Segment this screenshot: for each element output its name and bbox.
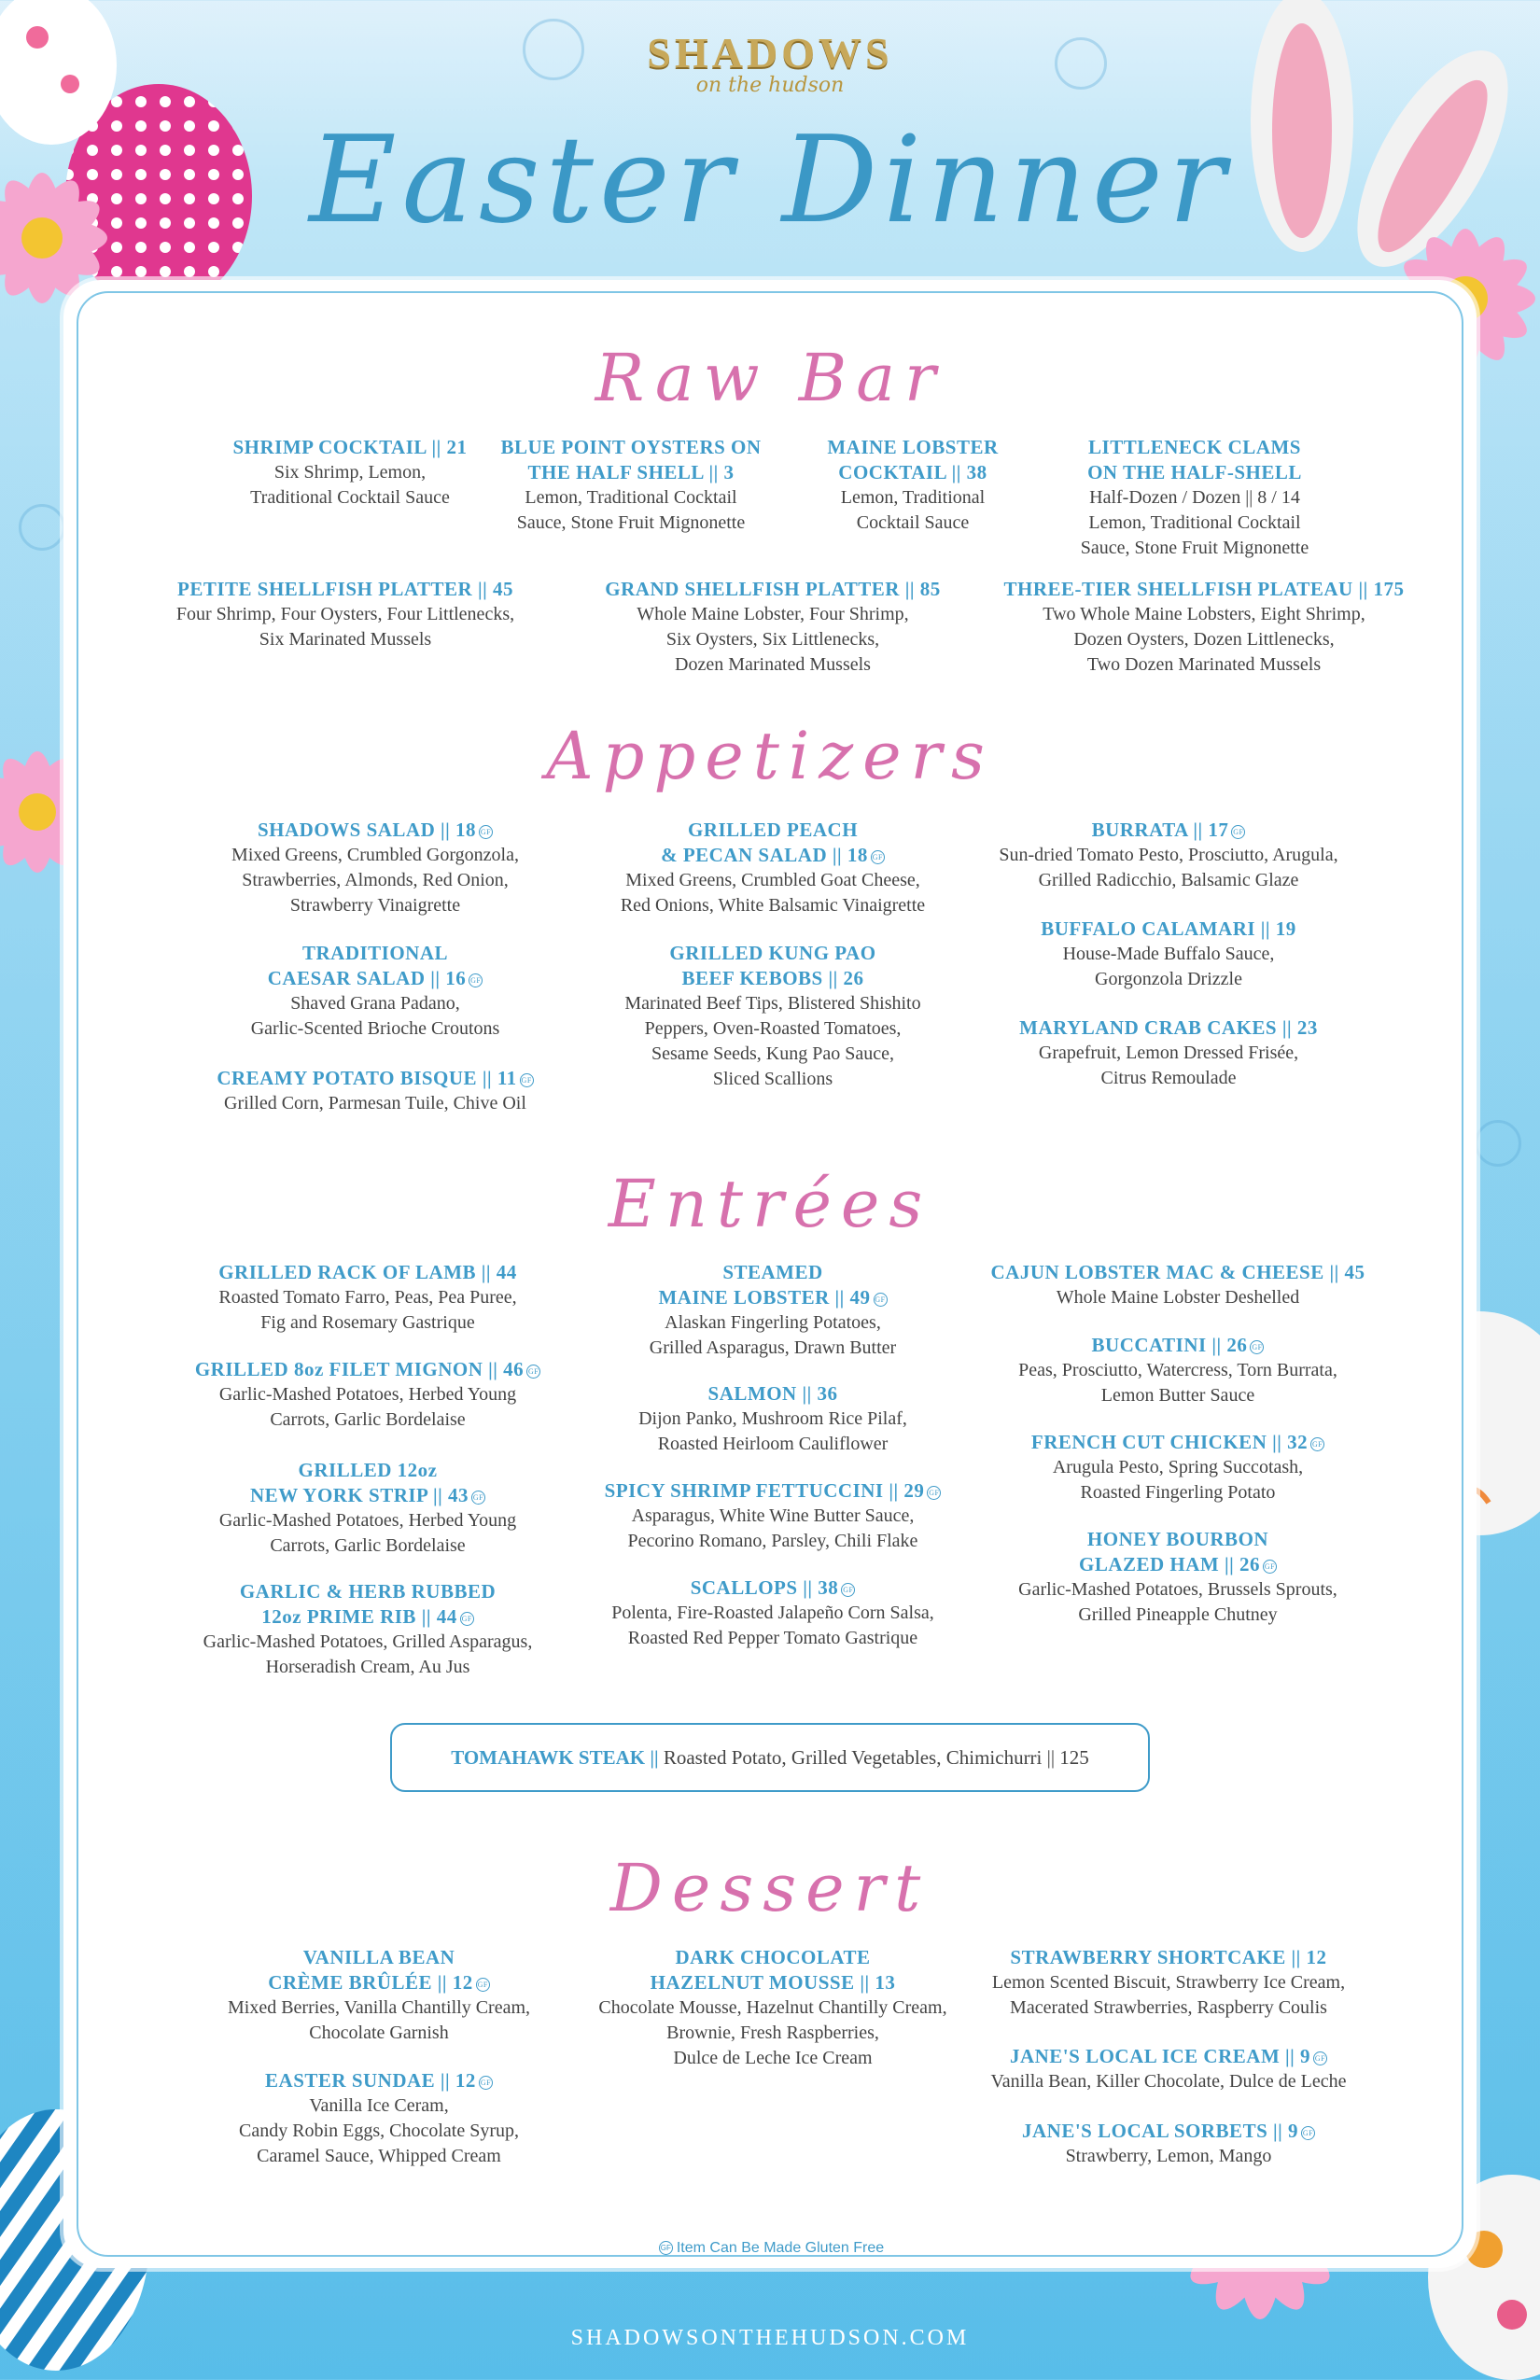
menu-item-description: Dijon Panko, Mushroom Rice Pilaf, bbox=[638, 1408, 907, 1429]
menu-item-name: LITTLENECK CLAMS bbox=[1088, 436, 1301, 458]
menu-item-name: SHADOWS SALAD || 18 GF bbox=[257, 819, 492, 841]
section-title-raw-bar: Raw Bar bbox=[595, 340, 945, 416]
menu-item-description: Strawberry, Lemon, Mango bbox=[1065, 2146, 1272, 2166]
menu-item-description: Garlic-Mashed Potatoes, Brussels Sprouts, bbox=[1018, 1579, 1337, 1600]
gluten-free-icon: GF bbox=[1231, 825, 1245, 839]
menu-item-description: Lemon, Traditional Cocktail bbox=[1088, 512, 1301, 533]
menu-item-dessert bbox=[935, 2119, 1402, 2169]
menu-item-name: TRADITIONAL bbox=[301, 942, 449, 964]
menu-item-description: Mixed Greens, Crumbled Goat Cheese, bbox=[625, 870, 920, 890]
menu-item-name: HONEY BOURBON bbox=[1086, 1528, 1269, 1550]
menu-item-description: Horseradish Cream, Au Jus bbox=[265, 1657, 470, 1677]
menu-item-name: GRILLED RACK OF LAMB || 44 bbox=[218, 1261, 517, 1283]
menu-item-entrees bbox=[134, 1357, 601, 1433]
menu-item-description: Sauce, Stone Fruit Mignonette bbox=[1080, 538, 1309, 558]
section-title-dessert: Dessert bbox=[609, 1850, 931, 1926]
gluten-free-icon: GF bbox=[841, 1583, 855, 1597]
menu-item-entrees bbox=[945, 1260, 1411, 1310]
menu-item-entrees bbox=[134, 1579, 601, 1680]
menu-item-description: Roasted Heirloom Cauliflower bbox=[657, 1434, 889, 1454]
menu-item-description: Six Marinated Mussels bbox=[259, 629, 432, 650]
gluten-free-icon: GF bbox=[1250, 1340, 1264, 1354]
menu-item-description: Gorgonzola Drizzle bbox=[1095, 969, 1242, 989]
menu-item-name: BUFFALO CALAMARI || 19 bbox=[1041, 917, 1296, 940]
website-footer[interactable]: SHADOWSONTHEHUDSON.COM bbox=[570, 2326, 970, 2350]
menu-item-description: Peppers, Oven-Roasted Tomatoes, bbox=[644, 1018, 902, 1039]
gluten-free-icon: GF bbox=[871, 850, 885, 864]
menu-item-entrees bbox=[945, 1527, 1411, 1628]
menu-item-description: Mixed Berries, Vanilla Chantilly Cream, bbox=[227, 1997, 530, 2018]
menu-item-description: Vanilla Bean, Killer Chocolate, Dulce de Leche bbox=[990, 2071, 1347, 2092]
menu-item-appetizers bbox=[142, 818, 609, 918]
menu-item-description: Lemon, Traditional bbox=[840, 487, 986, 508]
menu-item-description: Alaskan Fingerling Potatoes, bbox=[665, 1312, 881, 1333]
menu-item-description: Two Dozen Marinated Mussels bbox=[1086, 654, 1322, 675]
menu-item-description: Citrus Remoulade bbox=[1100, 1068, 1237, 1088]
gluten-free-icon: GF bbox=[471, 1491, 485, 1505]
menu-item-description: Shaved Grana Padano, bbox=[290, 993, 460, 1014]
menu-item-description: Candy Robin Eggs, Chocolate Syrup, bbox=[239, 2121, 519, 2141]
menu-item-description: Marinated Beef Tips, Blistered Shishito bbox=[624, 993, 921, 1014]
gluten-free-icon: GF bbox=[526, 1365, 540, 1379]
menu-item-description: Half-Dozen / Dozen || 8 / 14 bbox=[1089, 487, 1300, 508]
gluten-free-icon: GF bbox=[1310, 1437, 1324, 1451]
menu-item-dessert bbox=[146, 2068, 612, 2169]
restaurant-logo bbox=[0, 28, 1540, 97]
menu-item-description: Sauce, Stone Fruit Mignonette bbox=[516, 512, 746, 533]
menu-item-description: Grilled Asparagus, Drawn Butter bbox=[649, 1337, 897, 1358]
section-title-entrees: Entrées bbox=[608, 1166, 932, 1242]
menu-item-name: JANE'S LOCAL ICE CREAM || 9 GF bbox=[1009, 2045, 1326, 2067]
menu-item-description: Dulce de Leche Ice Cream bbox=[673, 2048, 873, 2068]
menu-item-name: STEAMED bbox=[722, 1261, 823, 1283]
featured-item-description: Roasted Potato, Grilled Vegetables, Chimichurri || 125 bbox=[658, 1746, 1089, 1769]
menu-item-appetizers bbox=[935, 917, 1402, 992]
gluten-free-icon: GF bbox=[469, 973, 483, 987]
menu-item-description: Caramel Sauce, Whipped Cream bbox=[257, 2146, 501, 2166]
menu-item-name: SALMON || 36 bbox=[707, 1382, 838, 1405]
menu-item-name: GRILLED 12oz bbox=[298, 1459, 438, 1481]
menu-item-description: Garlic-Mashed Potatoes, Herbed Young bbox=[218, 1384, 517, 1405]
swirl-decoration bbox=[1475, 1120, 1521, 1167]
logo-subtitle: on the hudson bbox=[695, 74, 845, 97]
menu-item-description: Asparagus, White Wine Butter Sauce, bbox=[631, 1505, 915, 1526]
menu-item-description: Lemon Butter Sauce bbox=[1100, 1385, 1255, 1406]
menu-item-name: GRILLED PEACH bbox=[687, 819, 859, 841]
menu-item-entrees bbox=[134, 1260, 601, 1336]
menu-item-entrees bbox=[539, 1478, 1006, 1554]
menu-item-name: SPICY SHRIMP FETTUCCINI || 29 GF bbox=[604, 1479, 940, 1502]
menu-item-name: SCALLOPS || 38 GF bbox=[690, 1576, 854, 1599]
menu-item-name: BUCCATINI || 26 GF bbox=[1091, 1334, 1263, 1356]
menu-item-description: Roasted Red Pepper Tomato Gastrique bbox=[627, 1628, 918, 1648]
logo-name: SHADOWS bbox=[647, 29, 893, 77]
menu-item-description: Garlic-Mashed Potatoes, Grilled Asparagus, bbox=[203, 1631, 533, 1652]
menu-item-name: DARK CHOCOLATE bbox=[675, 1946, 871, 1968]
menu-item-description: Six Shrimp, Lemon, bbox=[273, 462, 427, 483]
menu-item-name: EASTER SUNDAE || 12 GF bbox=[265, 2069, 492, 2092]
menu-item-description: Lemon Scented Biscuit, Strawberry Ice Cream, bbox=[991, 1972, 1346, 1993]
menu-item-description: Lemon, Traditional Cocktail bbox=[525, 487, 737, 508]
menu-item-description: Dozen Marinated Mussels bbox=[675, 654, 871, 675]
menu-item-description: Vanilla Ice Ceram, bbox=[309, 2095, 449, 2116]
menu-item-description: Cocktail Sauce bbox=[856, 512, 970, 533]
menu-item-description: Red Onions, White Balsamic Vinaigrette bbox=[620, 895, 926, 916]
menu-item-name: GRILLED 8oz FILET MIGNON || 46 GF bbox=[194, 1358, 539, 1380]
menu-item-name: STRAWBERRY SHORTCAKE || 12 bbox=[1010, 1946, 1327, 1968]
menu-item-description: Grapefruit, Lemon Dressed Frisée, bbox=[1038, 1043, 1299, 1063]
section-title-appetizers: Appetizers bbox=[546, 718, 994, 794]
menu-item-raw-bar bbox=[539, 577, 1006, 678]
menu-item-appetizers bbox=[935, 1015, 1402, 1091]
menu-item-name: VANILLA BEAN bbox=[302, 1946, 455, 1968]
menu-item-dessert bbox=[935, 2044, 1402, 2094]
menu-item-description: Brownie, Fresh Raspberries, bbox=[666, 2023, 879, 2043]
menu-item-name: CAJUN LOBSTER MAC & CHEESE || 45 bbox=[990, 1261, 1365, 1283]
menu-item-description: Dozen Oysters, Dozen Littlenecks, bbox=[1073, 629, 1335, 650]
menu-item-description: Strawberries, Almonds, Red Onion, bbox=[242, 870, 509, 890]
menu-item-name: GRILLED KUNG PAO bbox=[669, 942, 876, 964]
menu-item-description: Fig and Rosemary Gastrique bbox=[260, 1312, 475, 1333]
menu-item-description: Peas, Prosciutto, Watercress, Torn Burrata, bbox=[1018, 1360, 1337, 1380]
menu-item-name: GARLIC & HERB RUBBED bbox=[239, 1580, 497, 1603]
featured-item-name: TOMAHAWK STEAK || bbox=[451, 1746, 659, 1769]
gluten-free-note-text: Item Can Be Made Gluten Free bbox=[676, 2240, 885, 2256]
menu-item-description: Six Oysters, Six Littlenecks, bbox=[665, 629, 880, 650]
gluten-free-icon: GF bbox=[479, 2076, 493, 2090]
menu-item-name: JANE'S LOCAL SORBETS || 9 GF bbox=[1022, 2120, 1314, 2142]
menu-item-entrees bbox=[945, 1430, 1411, 1505]
menu-item-description: Traditional Cocktail Sauce bbox=[250, 487, 450, 508]
menu-item-description: Garlic-Mashed Potatoes, Herbed Young bbox=[218, 1510, 517, 1531]
menu-item-raw-bar bbox=[971, 577, 1437, 678]
gluten-free-icon: GF bbox=[1263, 1560, 1277, 1574]
menu-item-description: Strawberry Vinaigrette bbox=[289, 895, 461, 916]
menu-item-name: MARYLAND CRAB CAKES || 23 bbox=[1019, 1016, 1318, 1039]
menu-item-description: Sliced Scallions bbox=[712, 1069, 833, 1089]
gluten-free-icon: GF bbox=[479, 825, 493, 839]
menu-item-name: FRENCH CUT CHICKEN || 32 GF bbox=[1030, 1431, 1323, 1453]
gluten-free-icon: GF bbox=[1313, 2051, 1327, 2065]
swirl-decoration bbox=[19, 504, 65, 551]
menu-item-name: COCKTAIL || 38 bbox=[838, 461, 987, 483]
menu-item-description: Polenta, Fire-Roasted Jalapeño Corn Salsa, bbox=[611, 1603, 934, 1623]
featured-item-box bbox=[390, 1723, 1150, 1792]
menu-item-description: Two Whole Maine Lobsters, Eight Shrimp, bbox=[1043, 604, 1365, 624]
menu-item-name: CRÈME BRÛLÉE || 12 GF bbox=[268, 1971, 488, 1994]
menu-item-name: ON THE HALF-SHELL bbox=[1087, 461, 1302, 483]
menu-item-description: Grilled Pineapple Chutney bbox=[1078, 1604, 1278, 1625]
menu-item-description: Carrots, Garlic Bordelaise bbox=[270, 1535, 466, 1556]
menu-item-entrees bbox=[134, 1458, 601, 1559]
gluten-free-icon: GF bbox=[874, 1293, 888, 1307]
menu-item-description: Chocolate Garnish bbox=[309, 2023, 449, 2043]
menu-item-name: CREAMY POTATO BISQUE || 11 GF bbox=[217, 1067, 532, 1089]
menu-item-description: Grilled Corn, Parmesan Tuile, Chive Oil bbox=[224, 1093, 526, 1113]
menu-item-description: Grilled Radicchio, Balsamic Glaze bbox=[1038, 870, 1299, 890]
menu-item-description: House-Made Buffalo Sauce, bbox=[1062, 944, 1275, 964]
menu-item-description: Garlic-Scented Brioche Croutons bbox=[250, 1018, 500, 1039]
menu-item-description: Chocolate Mousse, Hazelnut Chantilly Cream, bbox=[598, 1997, 947, 2018]
menu-item-entrees bbox=[539, 1381, 1006, 1457]
menu-item-name: THE HALF SHELL || 3 bbox=[527, 461, 735, 483]
menu-item-entrees bbox=[539, 1260, 1006, 1361]
menu-item-description: Whole Maine Lobster Deshelled bbox=[1056, 1287, 1300, 1308]
menu-item-name: MAINE LOBSTER bbox=[827, 436, 999, 458]
menu-item-dessert bbox=[935, 1945, 1402, 2021]
menu-item-appetizers bbox=[142, 1066, 609, 1116]
menu-item-description: Whole Maine Lobster, Four Shrimp, bbox=[637, 604, 909, 624]
menu-item-name: THREE-TIER SHELLFISH PLATEAU || 175 bbox=[1003, 578, 1405, 600]
menu-item-name: BLUE POINT OYSTERS ON bbox=[500, 436, 762, 458]
gluten-free-icon: GF bbox=[520, 1073, 534, 1087]
menu-item-name: 12oz PRIME RIB || 44 GF bbox=[261, 1605, 472, 1628]
menu-item-description: Roasted Tomato Farro, Peas, Pea Puree, bbox=[218, 1287, 517, 1308]
menu-item-name: MAINE LOBSTER || 49 GF bbox=[658, 1286, 886, 1309]
menu-item-description: Macerated Strawberries, Raspberry Coulis bbox=[1010, 1997, 1327, 2018]
menu-item-description: Carrots, Garlic Bordelaise bbox=[270, 1409, 466, 1430]
menu-item-description: Sesame Seeds, Kung Pao Sauce, bbox=[651, 1043, 894, 1064]
menu-item-description: Arugula Pesto, Spring Succotash, bbox=[1052, 1457, 1304, 1477]
page-title: Easter Dinner bbox=[309, 111, 1231, 250]
menu-item-entrees bbox=[945, 1333, 1411, 1408]
menu-item-name: BURRATA || 17 GF bbox=[1091, 819, 1244, 841]
gluten-free-icon: GF bbox=[659, 2241, 673, 2255]
menu-item-name: HAZELNUT MOUSSE || 13 bbox=[650, 1971, 896, 1994]
menu-item-name: PETITE SHELLFISH PLATTER || 45 bbox=[177, 578, 513, 600]
menu-item-description: Mixed Greens, Crumbled Gorgonzola, bbox=[231, 845, 519, 865]
gluten-free-icon: GF bbox=[460, 1612, 474, 1626]
menu-item-raw-bar bbox=[112, 577, 579, 652]
menu-item-description: Four Shrimp, Four Oysters, Four Littlenecks, bbox=[175, 604, 515, 624]
menu-item-name: GRAND SHELLFISH PLATTER || 85 bbox=[605, 578, 941, 600]
menu-item-name: GLAZED HAM || 26 GF bbox=[1078, 1553, 1276, 1575]
menu-item-raw-bar bbox=[961, 435, 1428, 561]
menu-item-description: Roasted Fingerling Potato bbox=[1080, 1482, 1276, 1503]
menu-item-name: BEEF KEBOBS || 26 bbox=[681, 967, 864, 989]
menu-item-description: Sun-dried Tomato Pesto, Prosciutto, Arugula, bbox=[999, 845, 1338, 865]
gluten-free-icon: GF bbox=[476, 1978, 490, 1992]
menu-item-appetizers bbox=[142, 941, 609, 1042]
menu-item-description: Pecorino Romano, Parsley, Chili Flake bbox=[627, 1531, 918, 1551]
menu-item-name: SHRIMP COCKTAIL || 21 bbox=[232, 436, 468, 458]
menu-item-name: NEW YORK STRIP || 43 GF bbox=[250, 1484, 484, 1506]
gluten-free-icon: GF bbox=[1301, 2126, 1315, 2140]
menu-item-entrees bbox=[539, 1575, 1006, 1651]
menu-item-appetizers bbox=[935, 818, 1402, 893]
gluten-free-note bbox=[0, 2240, 1540, 2257]
menu-item-name: CAESAR SALAD || 16 GF bbox=[267, 967, 482, 989]
menu-item-name: & PECAN SALAD || 18 GF bbox=[661, 844, 883, 866]
gluten-free-icon: GF bbox=[927, 1486, 941, 1500]
